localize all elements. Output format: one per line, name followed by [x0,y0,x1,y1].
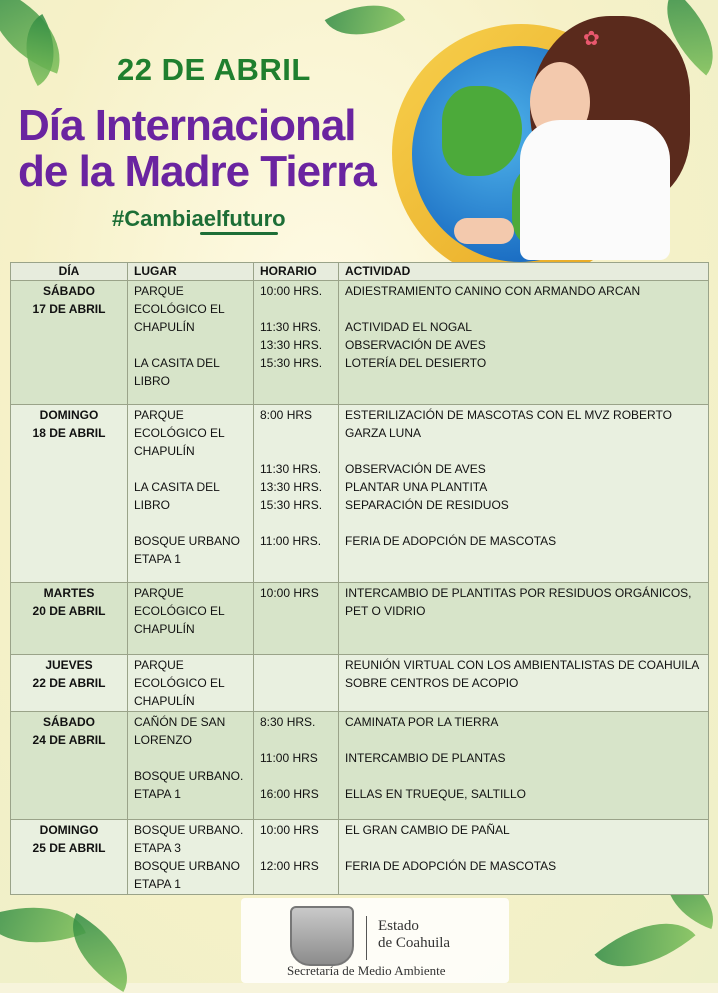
cell-lugar [128,583,254,655]
day-line: SÁBADO [42,715,95,729]
actividad-line: FERIA DE ADOPCIÓN DE MASCOTAS [345,859,557,873]
horario-line: 10:00 HRS [260,586,319,600]
horario-line [260,656,332,674]
horario-line: 13:30 HRS. [260,480,323,494]
lugar-line: LA CASITA DEL [134,480,220,494]
schedule-body [11,281,709,895]
actividad-line: GARZA LUNA [345,426,422,440]
cell-actividad [339,281,709,405]
state-line-1: Estado [378,918,419,934]
horario-line [260,300,332,318]
actividad-line [345,875,702,893]
horario-line [260,839,332,857]
column-header-dia: DÍA [11,263,128,281]
actividad-line: LOTERÍA DEL DESIERTO [345,356,487,370]
actividad-line: FERIA DE ADOPCIÓN DE MASCOTAS [345,534,557,548]
cell-actividad [339,405,709,583]
lugar-line [134,460,247,478]
lugar-line: CHAPULÍN [134,444,195,458]
actividad-line [345,839,702,857]
horario-line: 16:00 HRS [260,787,319,801]
cell-actividad [339,712,709,820]
horario-line: 11:30 HRS. [260,462,322,476]
cell-lugar [128,405,254,583]
actividad-line: OBSERVACIÓN DE AVES [345,462,486,476]
state-line-2: de Coahuila [378,935,451,951]
horario-line: 13:30 HRS. [260,338,323,352]
horario-line: 11:30 HRS. [260,320,322,334]
actividad-line: SEPARACIÓN DE RESIDUOS [345,498,509,512]
lugar-line: BOSQUE URBANO. [134,823,244,837]
horario-line: 8:30 HRS. [260,715,316,729]
day-line: 17 DE ABRIL [32,302,106,316]
hashtag: #Cambiaelfuturo [112,206,286,231]
horario-line [260,620,332,638]
horario-line [260,674,332,692]
lugar-line: BOSQUE URBANO [134,859,241,873]
day-line: 25 DE ABRIL [32,841,106,855]
column-header-lugar: LUGAR [128,263,254,281]
cell-horario [254,583,339,655]
lugar-line: ETAPA 3 [134,841,181,855]
actividad-line: ELLAS EN TRUEQUE, SALTILLO [345,787,526,801]
table-row [11,281,709,405]
lugar-line: LA CASITA DEL [134,356,220,370]
horario-line [260,767,332,785]
cell-day [11,655,128,712]
horario-line: 15:30 HRS. [260,498,323,512]
continent-shape [442,86,522,176]
table-row [11,820,709,895]
actividad-line [345,514,702,532]
actividad-line: CAMINATA POR LA TIERRA [345,715,499,729]
cell-horario [254,405,339,583]
horario-line: 11:00 HRS [260,751,318,765]
flower-icon: ✿ [583,28,600,50]
hashtag-underline [200,232,278,235]
cell-actividad [339,820,709,895]
table-row [11,583,709,655]
horario-line [260,692,332,710]
day-line: SÁBADO [42,284,95,298]
state-name [378,918,450,952]
table-row [11,405,709,583]
actividad-line: PLANTAR UNA PLANTITA [345,480,488,494]
day-line: 22 DE ABRIL [32,676,106,690]
table-header-row [11,263,709,281]
cell-day [11,405,128,583]
lugar-line: CAÑÓN DE SAN [134,715,226,729]
horario-line [260,424,332,442]
lugar-line: LORENZO [134,733,193,747]
day-line: MARTES [43,586,95,600]
lugar-line: CHAPULÍN [134,622,195,636]
cell-lugar [128,281,254,405]
actividad-line: INTERCAMBIO DE PLANTAS [345,751,506,765]
cell-horario [254,820,339,895]
lugar-line: ETAPA 1 [134,787,181,801]
cell-actividad [339,583,709,655]
cell-actividad [339,655,709,712]
lugar-line [134,514,247,532]
day-line: 20 DE ABRIL [32,604,106,618]
cell-lugar [128,820,254,895]
actividad-line: ESTERILIZACIÓN DE MASCOTAS CON EL MVZ ROBERTO [345,408,672,422]
secretaria-name: Secretaría de Medio Ambiente [287,963,446,978]
actividad-line [345,442,702,460]
horario-line: 11:00 HRS. [260,534,322,548]
column-header-actividad: ACTIVIDAD [339,263,709,281]
event-date: 22 DE ABRIL [117,52,311,87]
actividad-line [345,767,702,785]
lugar-line: PARQUE [134,586,184,600]
actividad-line [345,731,702,749]
lugar-line: PARQUE [134,284,184,298]
actividad-line: ACTIVIDAD EL NOGAL [345,320,472,334]
horario-line [260,442,332,460]
actividad-line: REUNIÓN VIRTUAL CON LOS AMBIENTALISTAS DE COAHUILA [345,658,700,672]
horario-line: 15:30 HRS. [260,356,323,370]
lugar-line: CHAPULÍN [134,320,195,334]
woman-body [520,120,670,260]
day-line: DOMINGO [39,408,99,422]
title-line-2: de la Madre Tierra [18,147,376,196]
lugar-line: BOSQUE URBANO [134,534,241,548]
woman-hand [454,218,514,244]
horario-line [260,372,332,390]
cell-lugar [128,655,254,712]
lugar-line: ETAPA 1 [134,877,181,891]
coahuila-seal-icon [290,906,354,966]
lugar-line: BOSQUE URBANO. [134,769,244,783]
horario-line [260,514,332,532]
lugar-line: LIBRO [134,498,171,512]
actividad-line [345,692,702,710]
actividad-line: OBSERVACIÓN DE AVES [345,338,486,352]
horario-line [260,602,332,620]
actividad-line [345,550,702,568]
day-line: DOMINGO [39,823,99,837]
horario-line [260,550,332,568]
day-line: 24 DE ABRIL [32,733,106,747]
horario-line [260,731,332,749]
lugar-line [134,336,247,354]
lugar-line: ECOLÓGICO EL [134,604,225,618]
column-header-horario: HORARIO [254,263,339,281]
actividad-line [345,300,702,318]
page-title [18,103,378,195]
schedule-table [10,262,709,895]
lugar-line: CHAPULÍN [134,694,195,708]
lugar-line [134,749,247,767]
lugar-line: ECOLÓGICO EL [134,676,225,690]
actividad-line: PET O VIDRIO [345,604,426,618]
day-line: 18 DE ABRIL [32,426,106,440]
cell-day [11,712,128,820]
cell-horario [254,655,339,712]
actividad-line: SOBRE CENTROS DE ACOPIO [345,676,519,690]
cell-horario [254,712,339,820]
actividad-line: INTERCAMBIO DE PLANTITAS POR RESIDUOS ORGÁNICOS, [345,586,692,600]
day-line: JUEVES [45,658,93,672]
cell-horario [254,281,339,405]
cell-lugar [128,712,254,820]
lugar-line: PARQUE [134,658,184,672]
horario-line: 10:00 HRS [260,823,319,837]
lugar-line: ETAPA 1 [134,552,181,566]
lugar-line: PARQUE [134,408,184,422]
cell-day [11,281,128,405]
horario-line: 12:00 HRS [260,859,319,873]
lugar-line: ECOLÓGICO EL [134,302,225,316]
title-line-1: Día Internacional [18,101,356,150]
cell-day [11,820,128,895]
actividad-line [345,372,702,390]
lugar-line: ECOLÓGICO EL [134,426,225,440]
horario-line: 8:00 HRS [260,408,313,422]
cell-day [11,583,128,655]
actividad-line [345,620,702,638]
lugar-line: LIBRO [134,374,171,388]
horario-line: 10:00 HRS. [260,284,323,298]
actividad-line: EL GRAN CAMBIO DE PAÑAL [345,823,510,837]
table-row [11,655,709,712]
logo-divider [366,916,367,960]
table-row [11,712,709,820]
horario-line [260,875,332,893]
actividad-line: ADIESTRAMIENTO CANINO CON ARMANDO ARCAN [345,284,641,298]
